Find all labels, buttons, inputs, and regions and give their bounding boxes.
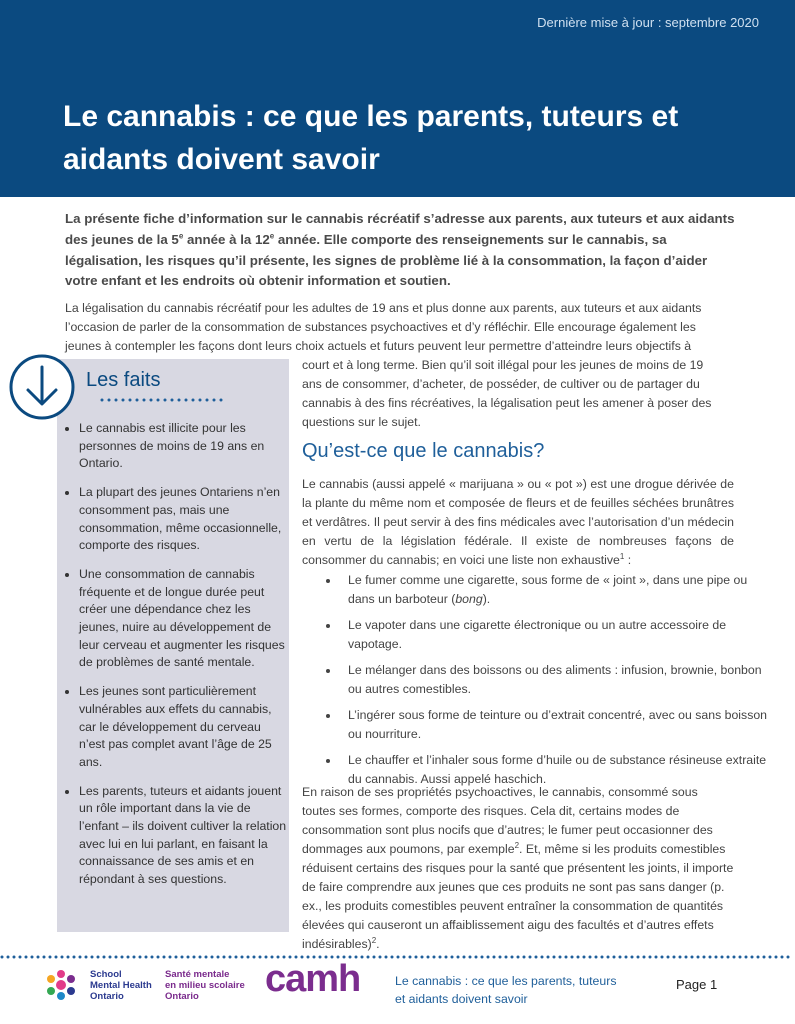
smh-english-name: School Mental Health Ontario	[90, 969, 152, 1002]
facts-title: Les faits	[86, 369, 161, 391]
smh-french-name: Santé mentale en milieu scolaire Ontario	[165, 969, 245, 1002]
list-item: • L’ingérer sous forme de teinture ou d’extrait concentré, avec ou sans boisson ou nourriture.	[340, 706, 770, 744]
header-banner	[0, 0, 795, 197]
section-heading: Qu’est-ce que le cannabis?	[302, 440, 545, 462]
legalization-paragraph: La légalisation du cannabis récréatif pour les adultes de 19 ans et plus donne aux parents, aux tuteurs et aux aidants l’occasion de parler de la consommation de substances psychoactives et d’y réfléchir. Elle encourage également les jeunes à contempler les façons dont leurs choix actuels et futurs peuvent leur permettre d’atteindre leurs objectifs à	[65, 301, 702, 353]
list-item: • Le mélanger dans des boissons ou des aliments : infusion, brownie, bonbon ou autres comestibles.	[340, 661, 770, 699]
camh-logo: camh	[265, 958, 361, 1000]
fact-item: • Les jeunes sont particulièrement vulnérables aux effets du cannabis, car le développement du cerveau n’est pas complet avant l’âge de 25 ans.	[79, 683, 289, 772]
fact-item: • Le cannabis est illicite pour les personnes de moins de 19 ans en Ontario.	[79, 420, 289, 473]
footer-dotted-divider	[0, 955, 795, 959]
list-item: • Le chauffer et l’inhaler sous forme d’huile ou de substance résineuse extraite du cannabis. Aussi appelé haschich.	[340, 751, 770, 789]
list-item: • Le fumer comme une cigarette, sous forme de « joint », dans une pipe ou dans un barboteur (bong).	[340, 571, 770, 609]
intro-paragraph: La présente fiche d’information sur le cannabis récréatif s’adresse aux parents, aux tuteurs et aux aidants des jeunes de la 5e année à la 12e année. Elle comporte des renseignements sur le cannabis, sa légalisation, les risques qu’il présente, les signes de problème lié à la consommation, la façon d’aider votre enfant et les endroits où obtenir information et soutien.	[65, 211, 735, 289]
down-arrow-circle-icon	[8, 353, 76, 421]
facts-list	[58, 420, 289, 900]
what-is-paragraph: Le cannabis (aussi appelé « marijuana » ou « pot ») est une drogue dérivée de la plante du même nom et composée de fleurs et de feuilles séchées brunâtres et verdâtres. Il peut servir à des fins médicales avec l’autorisation d’un médecin en vertu de la législation fédérale. Il existe de nombreuses façons de consommer du cannabis; en voici une liste non exhaustive$^1$ :	[302, 477, 734, 567]
consumption-list	[302, 571, 770, 796]
page-title: Le cannabis : ce que les parents, tuteurs et aidants doivent savoir	[63, 100, 679, 176]
page-number: Page 1	[676, 977, 718, 992]
fact-item: • La plupart des jeunes Ontariens n’en consomment pas, mais une consommation, même occasionnelle, comporte des risques.	[79, 484, 289, 555]
smh-logo-icon	[44, 968, 78, 1002]
fact-item: • Les parents, tuteurs et aidants jouent un rôle important dans la vie de l’enfant – ils doivent cultiver la relation avec lui en lui parlant, en faisant la connaissance de ses amis et en répondant à ses questions.	[79, 783, 289, 889]
footer-document-title: Le cannabis : ce que les parents, tuteurs et aidants doivent savoir	[395, 974, 617, 1006]
last-updated: Dernière mise à jour : septembre 2020	[537, 15, 759, 30]
legalization-paragraph-cont: court et à long terme. Bien qu’il soit illégal pour les jeunes de moins de 19 ans de consommer, d’acheter, de posséder, de cultiver ou de partager du cannabis à des fins récréatives, la légalisation peut les amener à poser des questions sur le sujet.	[302, 358, 712, 429]
list-item: • Le vapoter dans une cigarette électronique ou un autre accessoire de vapotage.	[340, 616, 770, 654]
dotted-divider	[100, 398, 228, 402]
fact-item: • Une consommation de cannabis fréquente et de longue durée peut créer une dépendance chez les jeunes, nuire au développement de leur cerveau et augmenter les risques de problèmes de santé mentale.	[79, 566, 289, 672]
risks-paragraph: En raison de ses propriétés psychoactives, le cannabis, consommé sous toutes ses formes, comporte des risques. Cela dit, certains modes de consommation sont plus nocifs que d’autres; le fumer peut occasionner des dommages aux poumons, par exemple$^2$. Et, même si les produits comestibles réduisent certains des risques pour la santé que présentent les joints, il importe de faire comprendre aux jeunes que ces produits ne sont pas sans danger (p. ex., les produits comestibles peuvent entraîner la consommation de quantités élevées qui causeront un affaiblissement aigu des facultés et d’autres effets indésirables)$^2$.	[302, 785, 734, 951]
